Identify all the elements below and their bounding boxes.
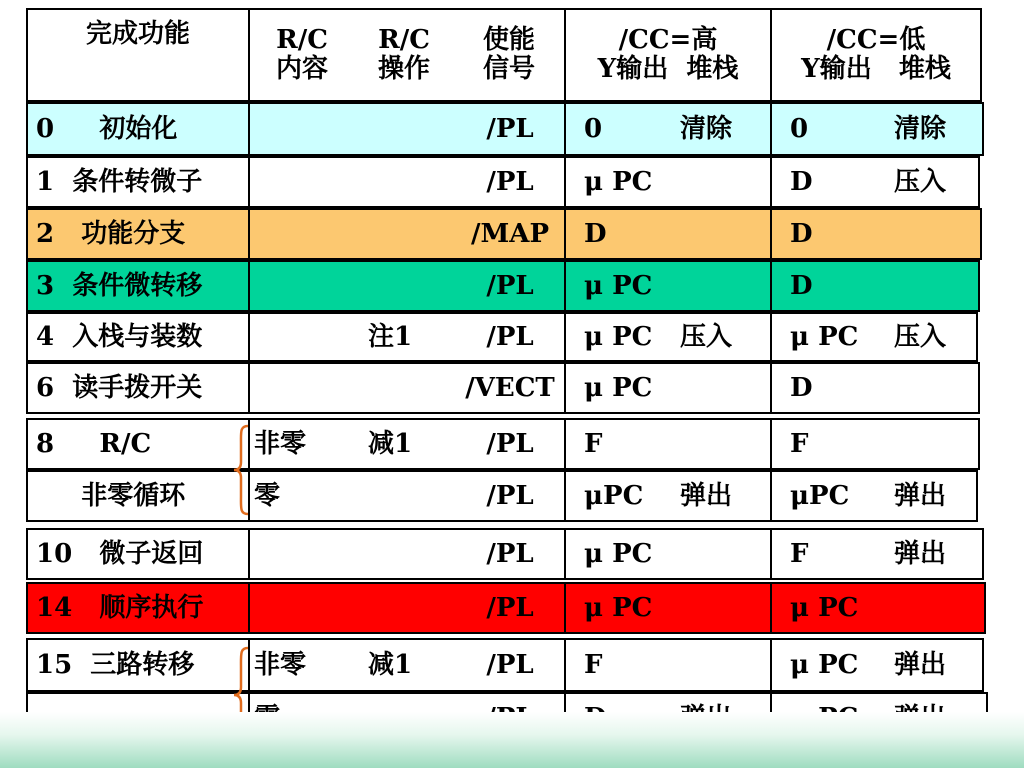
rc-content-cell: [254, 420, 354, 468]
rc-op-cell: [368, 472, 456, 520]
column-divider: [564, 420, 566, 468]
function-cell: [36, 158, 248, 206]
cc-high-stack-cell: [680, 314, 770, 360]
cc-low-stack-text: 清除: [894, 113, 947, 144]
column-divider: [564, 472, 566, 520]
rc-content-cell: [254, 584, 354, 632]
cc-low-y-text: μPC: [790, 480, 850, 511]
cc-high-y-text: F: [584, 428, 603, 459]
cc-low-stack-cell: [894, 210, 984, 258]
column-divider: [770, 104, 772, 154]
header-cc-low-cell: [772, 10, 980, 100]
header-rc-op-cell: [354, 10, 454, 100]
rc-op-cell: [368, 420, 456, 468]
function-text: 4 入栈与装数: [36, 321, 203, 352]
function-text: 6 读手拨开关: [36, 372, 203, 403]
column-divider: [770, 210, 772, 258]
cc-high-stack-cell: [680, 420, 770, 468]
cc-high-y-cell: [584, 640, 668, 690]
enable-text: /PL: [486, 113, 534, 144]
cc-low-y-cell: [790, 584, 880, 632]
header-function-label: 完成功能: [85, 19, 190, 49]
function-text: 14 顺序执行: [36, 592, 204, 623]
column-divider: [770, 158, 772, 206]
header-cc-low-line2: Y输出 堆栈: [801, 54, 951, 84]
enable-text: /PL: [486, 538, 534, 569]
function-cell: [36, 364, 248, 412]
footer-gradient: [0, 712, 1024, 768]
cc-high-stack-cell: [680, 640, 770, 690]
rc-op-cell: [368, 104, 456, 154]
enable-cell: [456, 364, 564, 412]
cc-high-y-text: μ PC: [584, 270, 653, 301]
column-divider: [248, 584, 250, 632]
cc-high-y-cell: [584, 210, 668, 258]
table-row: [26, 362, 980, 414]
function-cell: [36, 104, 248, 154]
table-row: [26, 582, 986, 634]
header-rc-content-line1: R/C: [276, 25, 328, 56]
rc-op-cell: [368, 314, 456, 360]
rc-content-cell: [254, 210, 354, 258]
cc-low-y-text: D: [790, 372, 813, 403]
column-divider: [770, 420, 772, 468]
column-divider: [564, 262, 566, 310]
table-row: [26, 638, 984, 692]
cc-low-y-cell: [790, 420, 880, 468]
rc-op-text: 注1: [368, 321, 413, 352]
column-divider: [248, 104, 250, 154]
rc-content-cell: [254, 104, 354, 154]
rc-op-cell: [368, 158, 456, 206]
header-enable-cell: [454, 10, 564, 100]
column-divider: [248, 262, 250, 310]
cc-high-stack-text: 清除: [680, 113, 733, 144]
header-cc-high-cell: [566, 10, 770, 100]
cc-low-y-text: F: [790, 538, 809, 569]
cc-low-stack-cell: [894, 584, 984, 632]
rc-content-text: 非零: [254, 428, 307, 459]
column-divider: [564, 530, 566, 578]
cc-high-y-text: μPC: [584, 480, 644, 511]
column-divider: [564, 364, 566, 412]
cc-low-stack-text: 压入: [894, 321, 947, 352]
cc-high-y-text: μ PC: [584, 166, 653, 197]
column-divider: [770, 530, 772, 578]
cc-high-y-cell: [584, 584, 668, 632]
rc-op-cell: [368, 210, 456, 258]
function-text: 非零循环: [36, 480, 186, 511]
enable-text: /PL: [486, 480, 534, 511]
enable-cell: [456, 420, 564, 468]
rc-content-cell: [254, 640, 354, 690]
cc-high-stack-cell: [680, 158, 770, 206]
header-rc-op-line1: R/C: [378, 25, 430, 56]
cc-low-y-text: D: [790, 218, 813, 249]
cc-high-y-cell: [584, 472, 668, 520]
enable-cell: [456, 262, 564, 310]
cc-low-stack-cell: [894, 472, 984, 520]
cc-high-stack-cell: [680, 584, 770, 632]
function-cell: [36, 420, 248, 468]
header-rc-content-line2: 内容: [275, 54, 328, 84]
header-function-cell: [28, 10, 248, 100]
enable-text: /PL: [486, 428, 534, 459]
cc-low-stack-cell: [894, 314, 984, 360]
rc-op-cell: [368, 262, 456, 310]
rc-op-text: 减1: [368, 649, 413, 680]
enable-cell: [456, 640, 564, 690]
cc-low-stack-text: 弹出: [894, 538, 947, 569]
cc-high-y-text: μ PC: [584, 372, 653, 403]
cc-high-y-text: D: [584, 218, 607, 249]
enable-cell: [456, 530, 564, 578]
header-cc-low-line1: /CC=低: [826, 25, 926, 56]
cc-high-y-text: F: [584, 649, 603, 680]
rc-op-cell: [368, 364, 456, 412]
cc-low-y-text: μ PC: [790, 321, 859, 352]
cc-high-y-cell: [584, 158, 668, 206]
function-text: 15 三路转移: [36, 649, 195, 680]
function-text: 0 初始化: [36, 113, 178, 144]
function-text: 1 条件转微子: [36, 166, 203, 197]
cc-low-stack-cell: [894, 640, 984, 690]
column-divider: [770, 262, 772, 310]
enable-cell: [456, 314, 564, 360]
table-header-row: [26, 8, 982, 102]
column-divider: [248, 158, 250, 206]
cc-high-y-text: μ PC: [584, 321, 653, 352]
cc-high-stack-text: 弹出: [680, 480, 733, 511]
cc-high-stack-text: 压入: [680, 321, 733, 352]
rc-content-cell: [254, 364, 354, 412]
column-divider: [770, 584, 772, 632]
function-cell: [36, 314, 248, 360]
header-cc-high-line2: Y输出 堆栈: [597, 54, 739, 84]
header-enable-line1: 使能: [482, 25, 535, 56]
function-text: 2 功能分支: [36, 218, 186, 249]
cc-high-y-cell: [584, 104, 668, 154]
enable-cell: [456, 210, 564, 258]
rc-content-cell: [254, 472, 354, 520]
rc-op-cell: [368, 640, 456, 690]
column-divider: [770, 314, 772, 360]
cc-low-stack-cell: [894, 262, 984, 310]
function-cell: [36, 472, 248, 520]
column-divider: [564, 314, 566, 360]
cc-high-y-text: μ PC: [584, 538, 653, 569]
column-divider: [248, 314, 250, 360]
column-divider: [564, 158, 566, 206]
cc-low-stack-text: 压入: [894, 166, 947, 197]
column-divider: [564, 640, 566, 690]
enable-text: /PL: [486, 166, 534, 197]
column-divider: [770, 640, 772, 690]
header-cc-high-line1: /CC=高: [618, 25, 718, 56]
cc-low-stack-cell: [894, 158, 984, 206]
column-divider: [564, 104, 566, 154]
table-row: [26, 418, 980, 470]
function-cell: [36, 584, 248, 632]
column-divider: [248, 364, 250, 412]
cc-high-stack-cell: [680, 210, 770, 258]
rc-content-cell: [254, 530, 354, 578]
table-row: [26, 470, 978, 522]
cc-low-y-text: D: [790, 270, 813, 301]
cc-low-stack-cell: [894, 530, 984, 578]
table-row: [26, 260, 980, 312]
cc-low-stack-cell: [894, 104, 984, 154]
rc-content-cell: [254, 158, 354, 206]
column-divider: [770, 472, 772, 520]
rc-content-cell: [254, 314, 354, 360]
rc-content-text: 非零: [254, 649, 307, 680]
cc-high-stack-cell: [680, 104, 770, 154]
column-divider: [564, 210, 566, 258]
cc-low-y-text: F: [790, 428, 809, 459]
group-brace-icon: [232, 424, 252, 516]
cc-high-y-text: 0: [584, 113, 603, 144]
enable-cell: [456, 104, 564, 154]
function-cell: [36, 262, 248, 310]
cc-low-y-cell: [790, 472, 880, 520]
cc-low-y-cell: [790, 530, 880, 578]
cc-high-y-cell: [584, 364, 668, 412]
enable-text: /PL: [486, 270, 534, 301]
rc-op-text: 减1: [368, 428, 413, 459]
header-rc-op-line2: 操作: [377, 54, 430, 84]
header-enable-line2: 信号: [482, 54, 535, 84]
function-text: 8 R/C: [36, 428, 152, 459]
cc-low-y-cell: [790, 314, 880, 360]
cc-low-y-text: μ PC: [790, 649, 859, 680]
cc-high-y-text: μ PC: [584, 592, 653, 623]
cc-low-y-text: μ PC: [790, 592, 859, 623]
cc-low-stack-cell: [894, 364, 984, 412]
table-row: [26, 528, 984, 580]
cc-low-stack-text: 弹出: [894, 649, 947, 680]
function-cell: [36, 640, 248, 690]
cc-high-stack-cell: [680, 364, 770, 412]
table-row: [26, 312, 978, 362]
table-row: [26, 208, 982, 260]
cc-low-y-cell: [790, 210, 880, 258]
column-divider: [564, 584, 566, 632]
cc-high-stack-cell: [680, 472, 770, 520]
enable-text: /PL: [486, 321, 534, 352]
enable-cell: [456, 472, 564, 520]
rc-content-cell: [254, 262, 354, 310]
cc-high-y-cell: [584, 420, 668, 468]
rc-op-cell: [368, 530, 456, 578]
enable-text: /VECT: [465, 372, 555, 403]
cc-low-y-cell: [790, 104, 880, 154]
cc-low-y-text: 0: [790, 113, 809, 144]
enable-text: /PL: [486, 592, 534, 623]
enable-text: /PL: [486, 649, 534, 680]
cc-low-y-cell: [790, 364, 880, 412]
cc-low-stack-cell: [894, 420, 984, 468]
enable-text: /MAP: [471, 218, 549, 249]
cc-high-stack-cell: [680, 530, 770, 578]
cc-low-y-text: D: [790, 166, 813, 197]
enable-cell: [456, 584, 564, 632]
column-divider: [248, 210, 250, 258]
rc-content-text: 零: [254, 480, 281, 511]
table-row: [26, 102, 984, 156]
cc-high-stack-cell: [680, 262, 770, 310]
function-text: 3 条件微转移: [36, 270, 203, 301]
function-cell: [36, 530, 248, 578]
column-divider: [770, 364, 772, 412]
cc-high-y-cell: [584, 262, 668, 310]
cc-low-y-cell: [790, 158, 880, 206]
header-rc-content-cell: [250, 10, 354, 100]
cc-low-y-cell: [790, 262, 880, 310]
cc-high-y-cell: [584, 530, 668, 578]
column-divider: [248, 530, 250, 578]
rc-op-cell: [368, 584, 456, 632]
function-cell: [36, 210, 248, 258]
cc-high-y-cell: [584, 314, 668, 360]
cc-low-stack-text: 弹出: [894, 480, 947, 511]
cc-low-y-cell: [790, 640, 880, 690]
table-row: [26, 156, 980, 208]
function-text: 10 微子返回: [36, 538, 204, 569]
enable-cell: [456, 158, 564, 206]
